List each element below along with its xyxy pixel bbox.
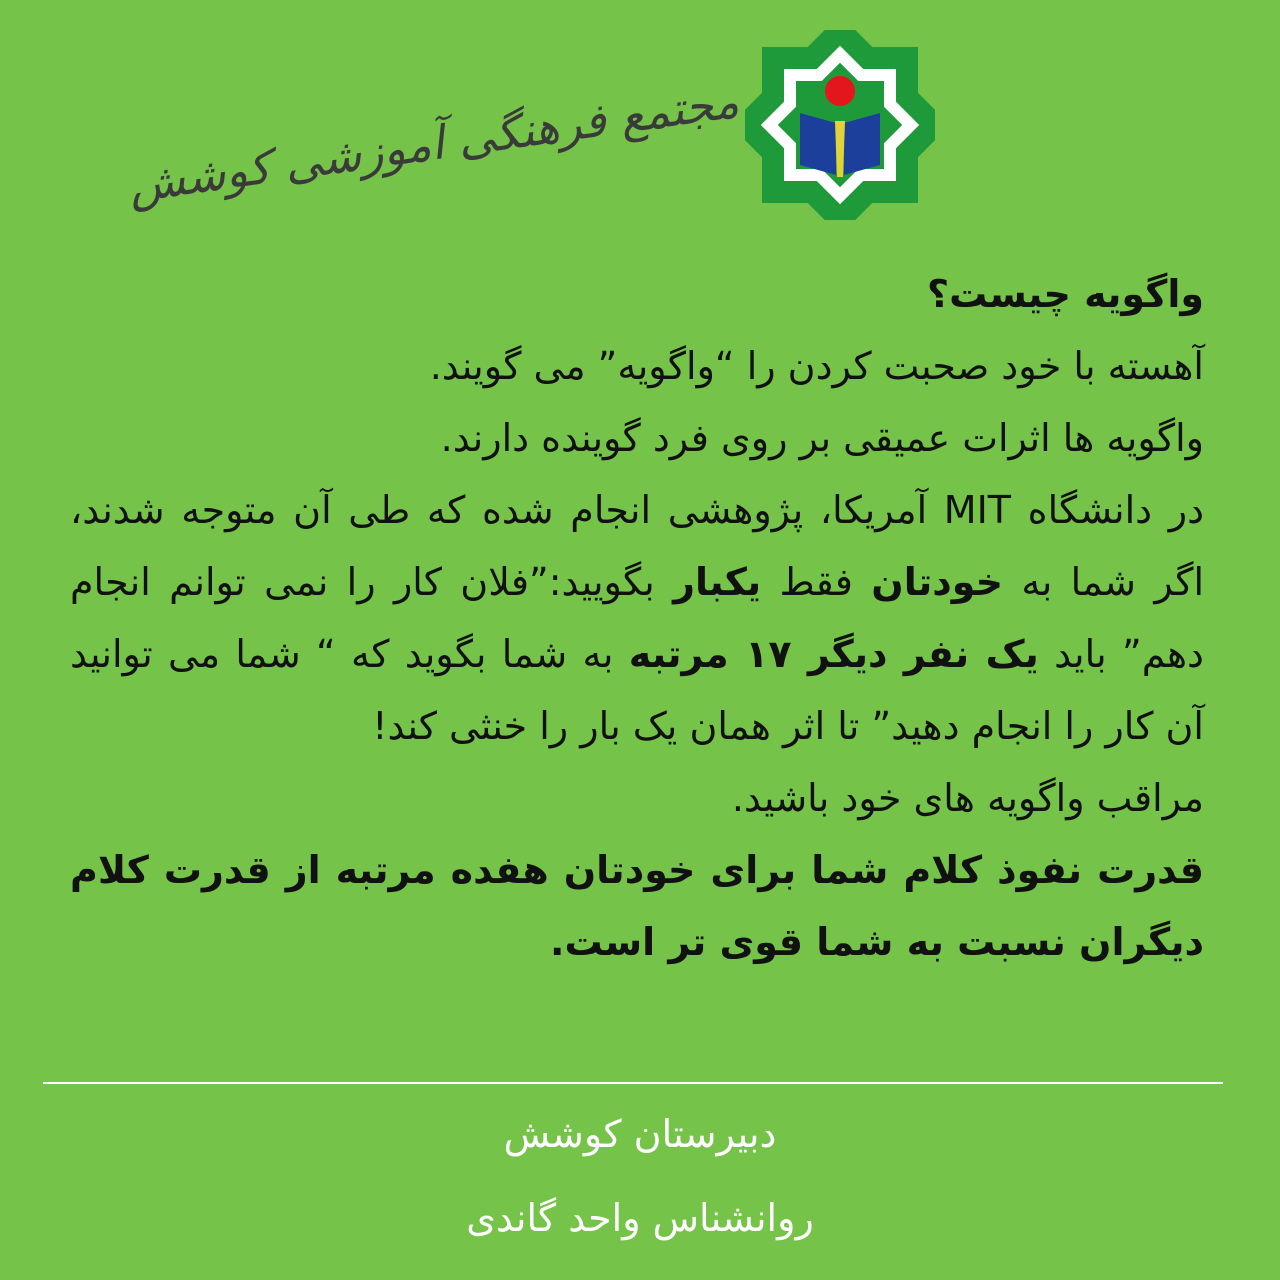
- paragraph-3: [70, 474, 1204, 762]
- line-4: مراقب واگویه های خود باشید.: [731, 776, 1204, 820]
- line-2: واگویه ها اثرات عمیقی بر روی فرد گوینده دارند.: [440, 416, 1204, 460]
- p3-part-g: به شما بگوید که “ شما می توانید آن کار را انجام دهید” تا اثر همان یک بار را خنثی کند!: [70, 632, 1204, 748]
- article: [70, 258, 1204, 978]
- p3-part-a: در دانشگاه MIT آمریکا، پژوهشی انجام شده که طی آن متوجه شدند، اگر شما به: [70, 488, 1205, 604]
- logo-text: مجتمع فرهنگی آموزشی کوشش: [124, 73, 742, 213]
- p3-part-c: فقط: [761, 560, 872, 604]
- p3-bold-yekbar: یکبار: [673, 560, 762, 604]
- divider: [43, 1082, 1223, 1084]
- p3-bold-khodetan: خودتان: [871, 560, 1003, 604]
- logo: [124, 30, 930, 230]
- footer-school: دبیرستان کوشش: [503, 1112, 777, 1156]
- school-emblem-icon: [745, 30, 935, 220]
- p3-bold-17: یک نفر دیگر ۱۷ مرتبه: [628, 632, 1039, 676]
- line-1: آهسته با خود صحبت کردن را “واگویه” می گویند.: [429, 344, 1204, 388]
- footer-author: روانشناس واحد گاندی: [466, 1196, 814, 1240]
- article-title: واگویه چیست؟: [927, 272, 1204, 316]
- conclusion: قدرت نفوذ کلام شما برای خودتان هفده مرتبه از قدرت کلام دیگران نسبت به شما قوی تر است.: [70, 848, 1204, 964]
- p3-part-e: بگویید:”فلان کار را نمی توانم انجام دهم” باید: [70, 560, 1204, 676]
